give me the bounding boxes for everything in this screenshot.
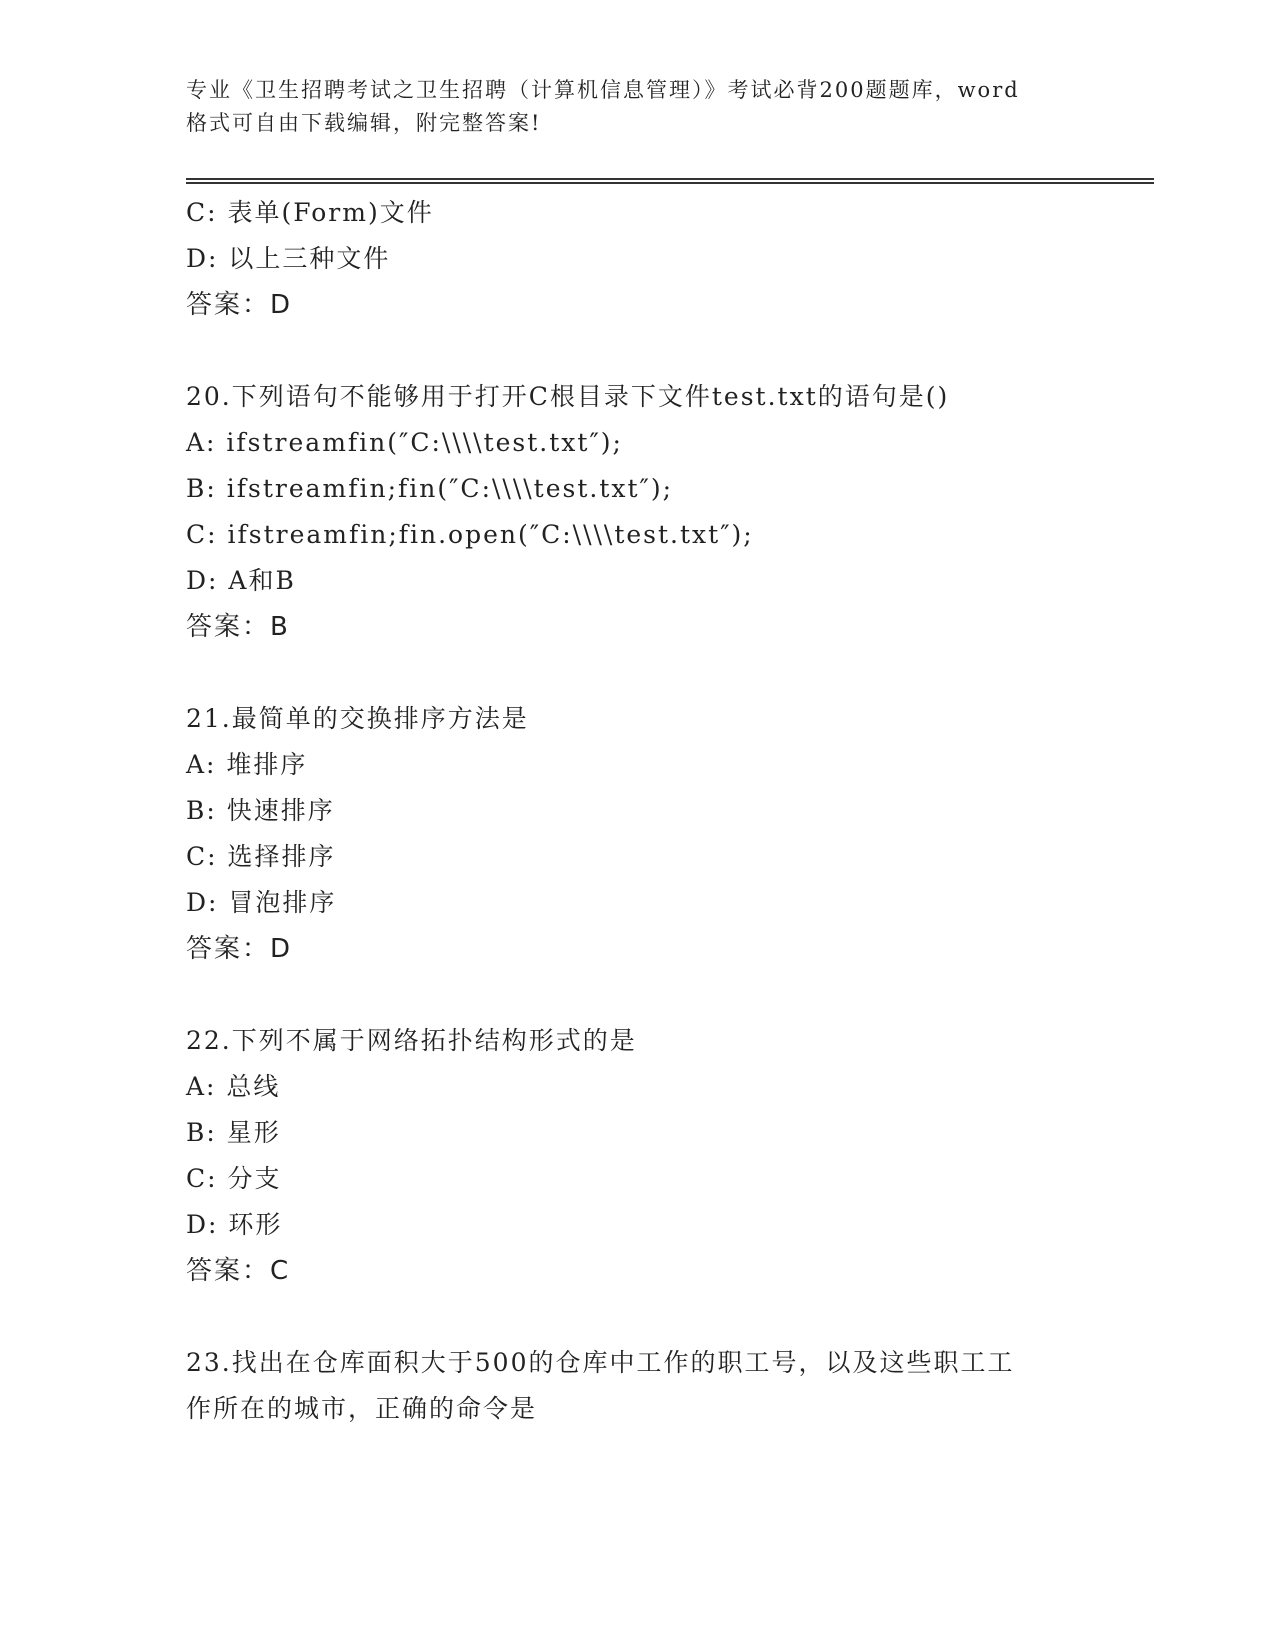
option-c: C: ifstreamfin;fin.open(″C:\\\\test.txt″); — [186, 520, 754, 549]
option-c: C: 表单(Form)文件 — [186, 198, 434, 227]
question-text: 22.下列不属于网络拓扑结构形式的是 — [186, 1026, 637, 1055]
header-line-1: 专业《卫生招聘考试之卫生招聘（计算机信息管理）》考试必背200题题库，word — [186, 78, 1020, 102]
question-21 — [186, 696, 1086, 972]
question-text: 20.下列语句不能够用于打开C根目录下文件test.txt的语句是() — [186, 382, 950, 411]
option-b: B: ifstreamfin;fin(″C:\\\\test.txt″); — [186, 474, 674, 503]
option-b: B: 星形 — [186, 1118, 281, 1147]
question-list — [186, 190, 1086, 1432]
option-a: A: ifstreamfin(″C:\\\\test.txt″); — [186, 428, 623, 457]
option-a: A: 堆排序 — [186, 750, 308, 779]
question-text-line-1: 23.找出在仓库面积大于500的仓库中工作的职工号，以及这些职工工 — [186, 1348, 1015, 1377]
previous-question-block — [186, 190, 1086, 328]
option-d: D: 冒泡排序 — [186, 888, 337, 917]
answer-line: 答案：D — [186, 934, 293, 964]
question-22 — [186, 1018, 1086, 1294]
answer-line: 答案：D — [186, 290, 293, 320]
option-a: A: 总线 — [186, 1072, 281, 1101]
answer-line: 答案：B — [186, 612, 290, 642]
option-d: D: 环形 — [186, 1210, 283, 1239]
option-d: D: 以上三种文件 — [186, 244, 391, 273]
option-c: C: 分支 — [186, 1164, 282, 1193]
header-divider-top — [186, 178, 1154, 180]
header-divider-bottom — [186, 182, 1154, 184]
option-d: D: A和B — [186, 566, 296, 595]
question-23 — [186, 1340, 1086, 1432]
question-text-line-2: 作所在的城市，正确的命令是 — [186, 1394, 538, 1423]
option-c: C: 选择排序 — [186, 842, 336, 871]
document-header — [186, 74, 1086, 140]
question-20 — [186, 374, 1086, 650]
question-text: 21.最简单的交换排序方法是 — [186, 704, 529, 733]
header-line-2: 格式可自由下载编辑，附完整答案! — [186, 111, 542, 135]
option-b: B: 快速排序 — [186, 796, 335, 825]
answer-line: 答案：C — [186, 1256, 291, 1286]
